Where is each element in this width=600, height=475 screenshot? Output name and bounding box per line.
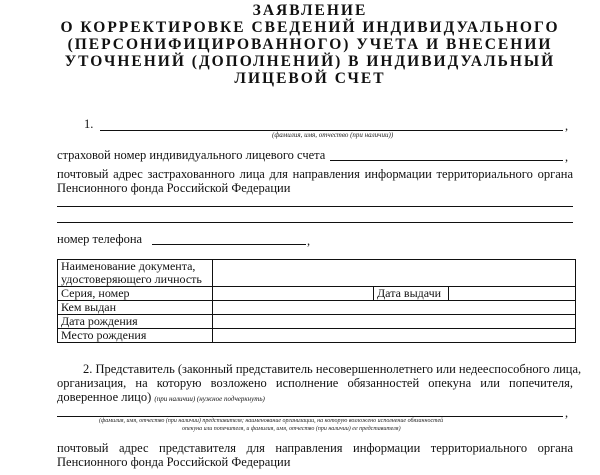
address-label-line1: почтовый адрес застрахованного лица для направления информации территориального органа <box>57 167 573 181</box>
representative-hint-line1: (фамилия, имя, отчество (при наличии) представителя; наименование организации, на которую возложено исполнение обязанностей <box>99 418 444 424</box>
rep-address-label-line2: Пенсионного фонда Российской Федерации <box>57 455 291 469</box>
title-line: УТОЧНЕНИЙ (ДОПОЛНЕНИЙ) В ИНДИВИДУАЛЬНЫЙ <box>64 53 556 70</box>
section-1-number: 1. <box>84 117 94 131</box>
representative-line2: организация, на которую возложено исполнение обязанностей опекуна или попечителя, <box>57 376 573 390</box>
birth-place-field[interactable] <box>213 329 576 343</box>
representative-hint-inline: (при наличии) (нужное подчеркнуть) <box>154 395 265 403</box>
doc-name-label: Наименование документа, удостоверяющего личность <box>58 260 213 287</box>
doc-name-field[interactable] <box>213 260 576 287</box>
series-number-label: Серия, номер <box>58 287 213 301</box>
form-title <box>60 2 560 87</box>
issue-date-field[interactable] <box>449 287 576 301</box>
issue-date-label: Дата выдачи <box>374 287 449 301</box>
birth-date-label: Дата рождения <box>58 315 213 329</box>
address-label-line2: Пенсионного фонда Российской Федерации <box>57 181 291 195</box>
representative-field-line[interactable] <box>57 416 563 417</box>
birth-place-label: Место рождения <box>58 329 213 343</box>
phone-field-line[interactable] <box>152 244 306 245</box>
issued-by-field[interactable] <box>213 301 576 315</box>
comma: , <box>565 119 569 133</box>
fio-hint: (фамилия, имя, отчество (при наличии)) <box>272 131 394 139</box>
address-field-line[interactable] <box>57 206 573 207</box>
phone-label: номер телефона <box>57 232 143 246</box>
rep-address-label-line1: почтовый адрес представителя для направления информации территориального органа <box>57 441 573 455</box>
snils-label: страховой номер индивидуального лицевого счета <box>57 148 326 162</box>
series-number-field[interactable] <box>213 287 374 301</box>
id-document-table <box>57 259 576 343</box>
comma: , <box>307 234 311 248</box>
address-field-line[interactable] <box>57 222 573 223</box>
issued-by-label: Кем выдан <box>58 301 213 315</box>
comma: , <box>565 406 569 420</box>
snils-field-line[interactable] <box>330 160 563 161</box>
title-line: ЛИЦЕВОЙ СЧЕТ <box>234 70 386 87</box>
title-line: ЗАЯВЛЕНИЕ <box>252 2 368 19</box>
representative-line3-text: доверенное лицо) <box>57 390 152 404</box>
comma: , <box>565 150 569 164</box>
title-line: О КОРРЕКТИРОВКЕ СВЕДЕНИЙ ИНДИВИДУАЛЬНОГО <box>60 19 560 36</box>
representative-line1: 2. Представитель (законный представитель несовершеннолетнего или недееспособного лица, <box>83 362 582 376</box>
representative-hint-line2: опекуна или попечителя, и фамилия, имя, отчество (при наличии) ее представителя) <box>182 426 401 432</box>
birth-date-field[interactable] <box>213 315 576 329</box>
representative-line3 <box>57 390 265 405</box>
title-line: (ПЕРСОНИФИЦИРОВАННОГО) УЧЕТА И ВНЕСЕНИИ <box>67 36 553 53</box>
